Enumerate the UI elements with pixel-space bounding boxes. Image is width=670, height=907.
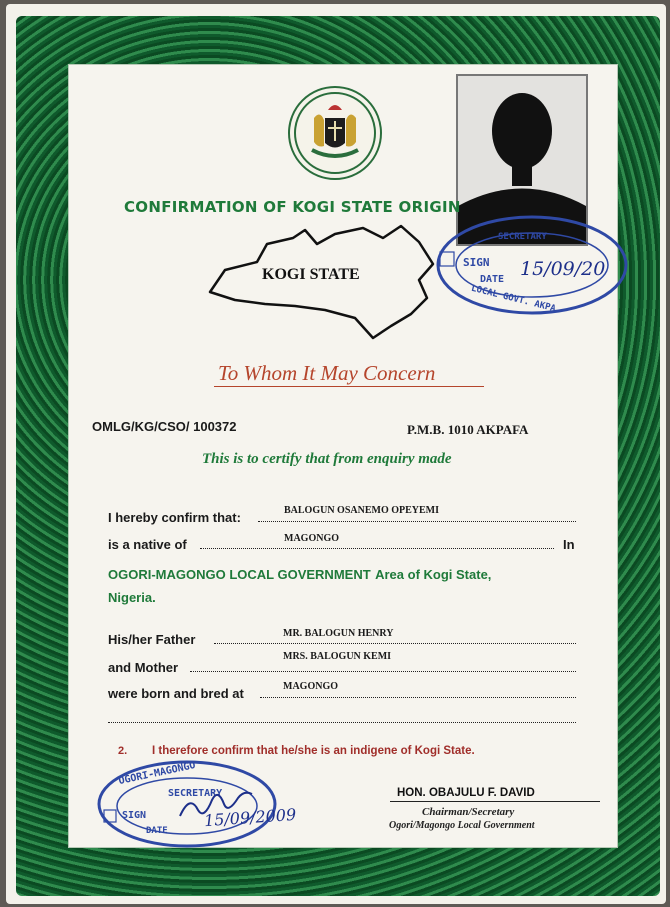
confirm-label: I hereby confirm that: [108, 510, 241, 525]
father-name: MR. BALOGUN HENRY [283, 628, 394, 639]
signatory-organisation: Ogori/Magongo Local Government [389, 820, 535, 831]
paragraph-number: 2. [118, 745, 128, 757]
signatory-title: Chairman/Secretary [422, 806, 515, 818]
country-name: Nigeria. [108, 590, 156, 605]
map-label: KOGI STATE [262, 266, 360, 283]
mother-name: MRS. BALOGUN KEMI [283, 651, 392, 662]
applicant-name: BALOGUN OSANEMO OPEYEMI [284, 505, 440, 516]
bottom-stamp-date: 15/09/2009 [203, 804, 297, 831]
top-stamp-date-label: DATE [480, 274, 505, 285]
salutation-underline [214, 386, 484, 387]
indigene-statement: I therefore confirm that he/she is an indigene of Kogi State. [152, 745, 475, 757]
certify-statement: This is to certify that from enquiry made [202, 451, 452, 467]
bottom-stamp-ring-text: OGORI-MAGONGO [117, 759, 197, 788]
signature-line [390, 801, 600, 802]
top-stamp-ring-text: LOCAL GOVT. AKPA [470, 283, 557, 315]
born-place: MAGONGO [283, 681, 338, 692]
bottom-stamp-role: SECRETARY [168, 788, 223, 799]
born-label: were born and bred at [108, 686, 244, 701]
blank-dotted-line [108, 722, 576, 723]
name-dotted-line [258, 521, 576, 522]
lga-name: OGORI-MAGONGO LOCAL GOVERNMENT [108, 567, 371, 582]
pmb-address: P.M.B. 1010 AKPAFA [407, 422, 529, 437]
lga-line [108, 566, 491, 584]
signatory-name: HON. OBAJULU F. DAVID [397, 787, 535, 799]
reference-number: OMLG/KG/CSO/ 100372 [92, 419, 237, 434]
father-label: His/her Father [108, 632, 196, 647]
top-stamp-date: 15/09/20 [520, 258, 606, 280]
father-dotted-line [214, 643, 576, 644]
native-town: MAGONGO [284, 533, 339, 544]
document-title: CONFIRMATION OF KOGI STATE ORIGIN [124, 198, 461, 216]
handwritten-signature [176, 786, 256, 826]
native-label: is a native of [108, 537, 187, 552]
bottom-stamp-sign-label: SIGN [122, 810, 147, 821]
native-dotted-line [200, 548, 554, 549]
top-stamp-role: SECRETARY [498, 232, 547, 242]
in-label: In [563, 537, 575, 552]
coat-of-arms-seal [288, 86, 382, 180]
mother-dotted-line [190, 671, 576, 672]
lga-suffix: Area of Kogi State, [375, 567, 492, 582]
bottom-stamp-date-label: DATE [146, 826, 168, 836]
top-stamp-sign-label: SIGN [463, 256, 490, 269]
mother-label: and Mother [108, 660, 179, 675]
salutation: To Whom It May Concern [218, 361, 436, 385]
born-dotted-line [260, 697, 576, 698]
